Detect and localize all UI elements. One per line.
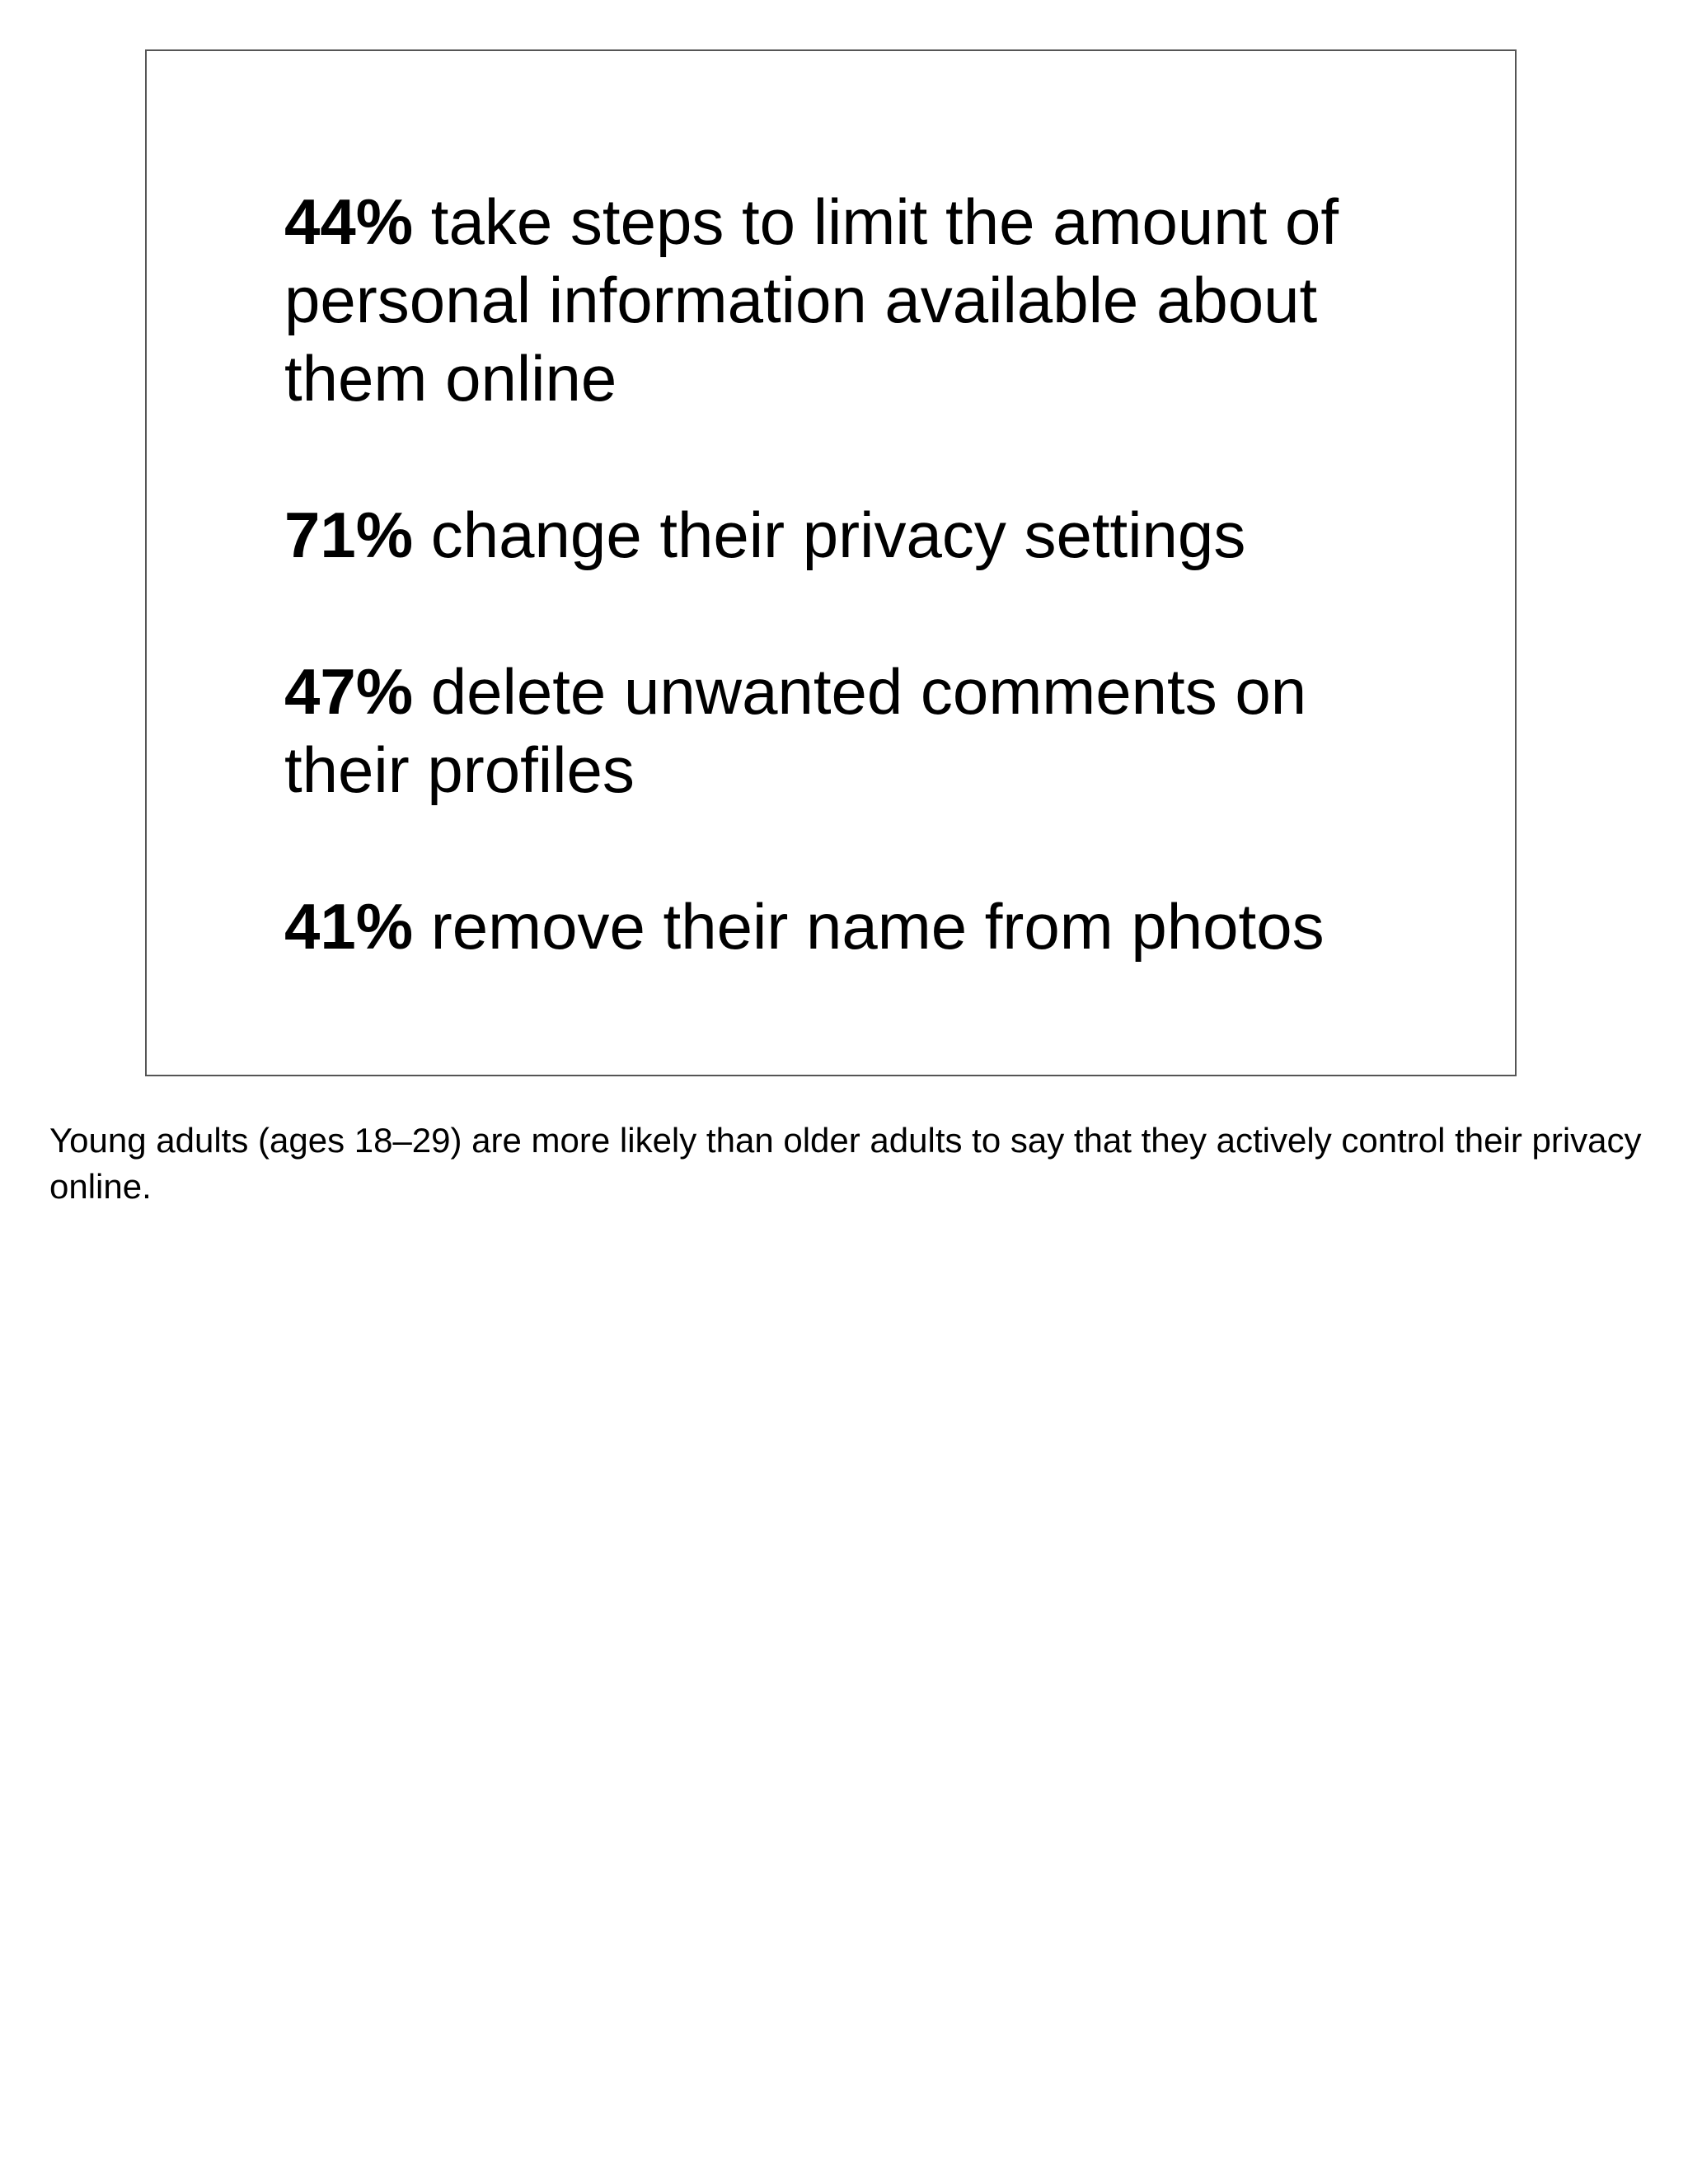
stat-text: change their privacy settings bbox=[413, 499, 1246, 571]
stat-text: remove their name from photos bbox=[413, 890, 1325, 963]
stat-text: delete unwanted comments on their profiles bbox=[284, 655, 1307, 806]
stat-percent: 44% bbox=[284, 185, 414, 258]
stats-list bbox=[284, 183, 1438, 966]
speaker-notes: Young adults (ages 18–29) are more likely than older adults to say that they actively control their privacy online. bbox=[49, 1121, 1642, 1206]
stat-text: take steps to limit the amount of personal information available about them online bbox=[284, 185, 1339, 415]
stat-item bbox=[284, 653, 1438, 809]
stat-percent: 47% bbox=[284, 655, 414, 728]
stat-percent: 41% bbox=[284, 890, 414, 963]
stat-item bbox=[284, 496, 1438, 574]
stat-item bbox=[284, 888, 1438, 966]
stat-item bbox=[284, 183, 1438, 418]
stat-percent: 71% bbox=[284, 499, 414, 571]
slide-frame bbox=[145, 49, 1517, 1076]
